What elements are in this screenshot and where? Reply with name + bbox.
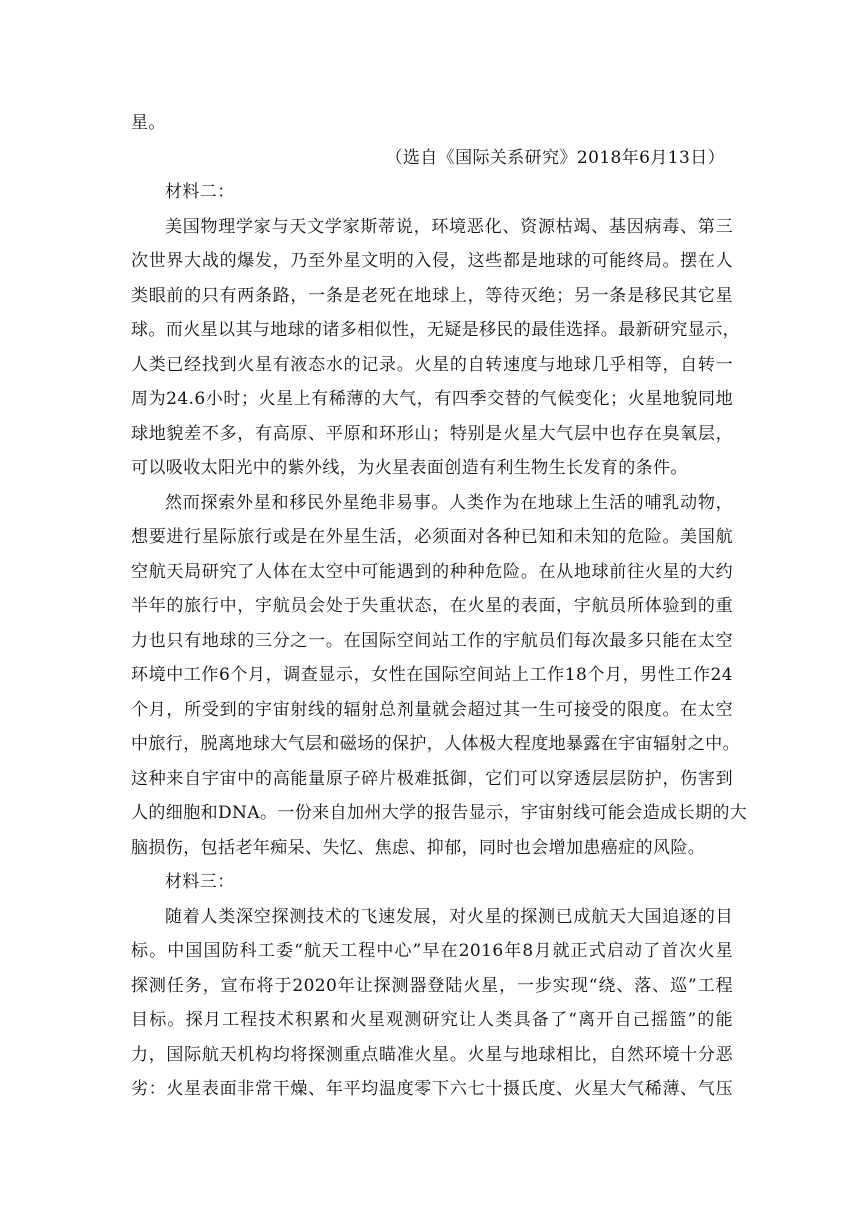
text-line: 球地貌差不多，有高原、平原和环形山；特别是火星大气层中也存在臭氧层，: [131, 423, 733, 444]
text-line: 星。: [131, 113, 166, 133]
text-line: 想要进行星际旅行或是在外星生活，必须面对各种已知和未知的危险。美国航: [131, 527, 733, 547]
section-heading: 材料三：: [165, 872, 235, 892]
text-line: 力，国际航天机构均将探测重点瞄准火星。火星与地球相比，自然环境十分恶: [131, 1044, 733, 1065]
text-line: 环境中工作6个月，调查显示，女性在国际空间站上工作18个月，男性工作24: [131, 665, 733, 685]
text-line: 人的细胞和DNA。一份来自加州大学的报告显示，宇宙射线可能会造成长期的大: [131, 803, 748, 823]
text-line: 次世界大战的爆发，乃至外星文明的入侵，这些都是地球的可能终局。摆在人: [131, 251, 733, 271]
text-line: 类眼前的只有两条路，一条是老死在地球上，等待灭绝；另一条是移民其它星: [131, 285, 733, 306]
text-line: 中旅行，脱离地球大气层和磁场的保护，人体极大程度地暴露在宇宙辐射之中。: [131, 734, 740, 754]
text-line: 标。中国国防科工委“航天工程中心”早在2016年8月就正式启动了首次火星: [131, 941, 733, 961]
text-line: 这种来自宇宙中的高能量原子碎片极难抵御，它们可以穿透层层防护，伤害到: [131, 768, 733, 789]
text-line: 可以吸收太阳光中的紫外线，为火星表面创造有利生物生长发育的条件。: [131, 458, 688, 478]
text-line: 劣：火星表面非常干燥、年平均温度零下六七十摄氏度、火星大气稀薄、气压: [131, 1079, 733, 1099]
section-heading: 材料二：: [165, 182, 235, 202]
text-line: 半年的旅行中，宇航员会处于失重状态，在火星的表面，宇航员所体验到的重: [131, 596, 733, 616]
text-line: 目标。探月工程技术积累和火星观测研究让人类具备了“离开自己摇篮”的能: [131, 1010, 733, 1030]
document-body: [131, 106, 748, 1107]
paragraph-first-line: 随着人类深空探测技术的飞速发展，对火星的探测已成航天大国追逐的目: [165, 906, 733, 927]
text-line: 个月，所受到的宇宙射线的辐射总剂量就会超过其一生可接受的限度。在太空: [131, 699, 733, 720]
text-line: 探测任务，宣布将于2020年让探测器登陆火星，一步实现“绕、落、巡”工程: [131, 975, 733, 996]
text-line: 空航天局研究了人体在太空中可能遇到的种种危险。在从地球前往火星的大约: [131, 561, 733, 582]
text-line: 球。而火星以其与地球的诸多相似性，无疑是移民的最佳选择。最新研究显示，: [131, 320, 740, 340]
source-citation: （选自《国际关系研究》2018年6月13日）: [385, 147, 725, 168]
paragraph-first-line: 然而探索外星和移民外星绝非易事。人类作为在地球上生活的哺乳动物，: [165, 492, 733, 513]
text-line: 人类已经找到火星有液态水的记录。火星的自转速度与地球几乎相等，自转一: [131, 354, 733, 375]
text-line: 力也只有地球的三分之一。在国际空间站工作的宇航员们每次最多只能在太空: [131, 630, 733, 651]
text-line: 周为24.6小时；火星上有稀薄的大气，有四季交替的气候变化；火星地貌同地: [131, 389, 733, 409]
paragraph-first-line: 美国物理学家与天文学家斯蒂说，环境恶化、资源枯竭、基因病毒、第三: [165, 216, 733, 237]
text-line: 脑损伤，包括老年痴呆、失忆、焦虑、抑郁，同时也会增加患癌症的风险。: [131, 837, 706, 858]
